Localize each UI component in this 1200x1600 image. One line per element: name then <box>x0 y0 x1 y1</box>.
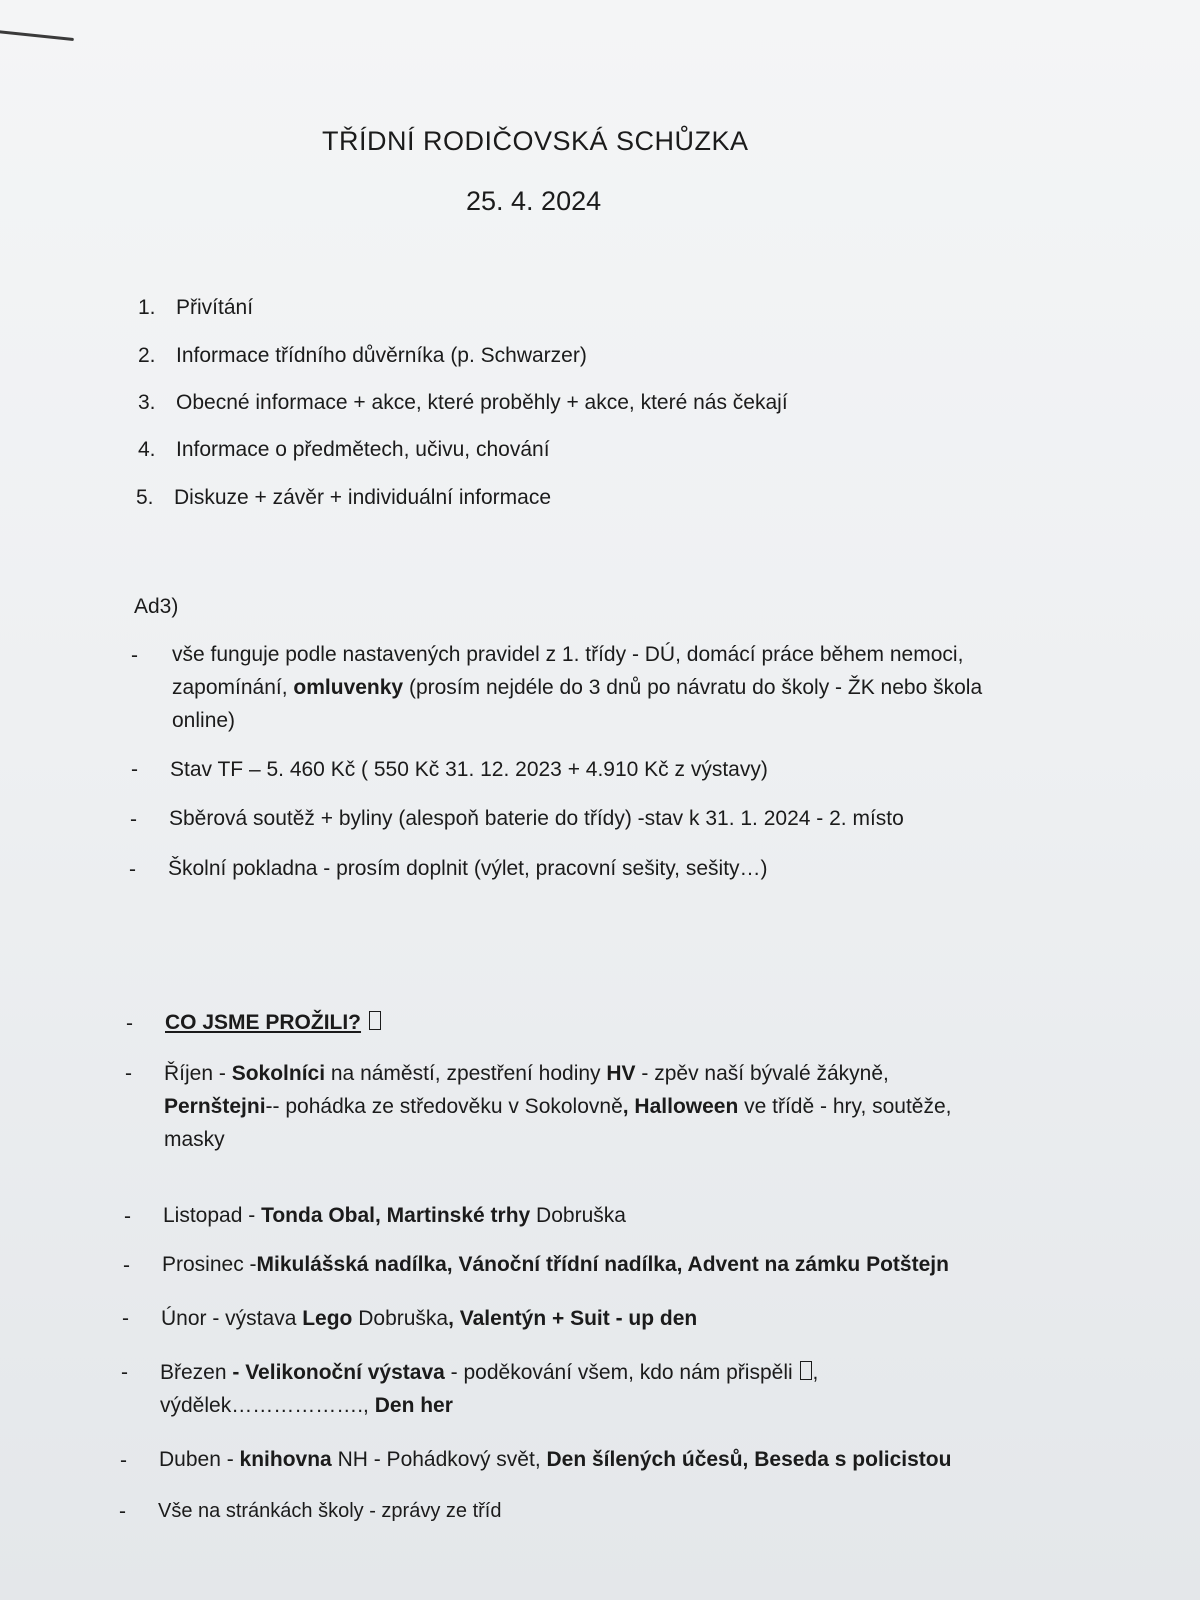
bullet-dash: - <box>131 644 138 667</box>
bold-text: omluvenky <box>293 676 404 699</box>
section-heading-events <box>165 1006 381 1039</box>
text-span: Březen <box>160 1361 233 1384</box>
bold-text: HV <box>606 1062 636 1085</box>
text-span: -- pohádka ze středověku v Sokolovně <box>265 1095 623 1118</box>
bullet-dash: - <box>122 1307 129 1330</box>
agenda-text: Přivítání <box>176 296 254 319</box>
agenda-text: Informace třídního důvěrníka (p. Schwarzer) <box>176 344 587 367</box>
event-line: masky <box>164 1128 225 1151</box>
event-december <box>162 1248 949 1281</box>
bullet-dash: - <box>120 1449 127 1472</box>
bold-text: Lego <box>302 1307 353 1330</box>
event-line <box>164 1090 952 1123</box>
event-february <box>161 1302 697 1335</box>
event-october <box>164 1057 952 1156</box>
rules-note-line: online) <box>172 709 236 732</box>
text-span: Říjen - <box>164 1062 232 1085</box>
agenda-item <box>136 486 936 516</box>
collection-contest: Sběrová soutěž + byliny (alespoň baterie do třídy) -stav k 31. 1. 2024 - 2. místo <box>169 807 904 830</box>
bullet-dash: - <box>126 1012 133 1035</box>
event-november <box>163 1199 626 1232</box>
bold-text: Den šílených účesů, Beseda s policistou <box>546 1448 952 1471</box>
agenda-item <box>138 438 938 468</box>
agenda-item <box>138 344 938 374</box>
meeting-date: 25. 4. 2024 <box>466 186 602 216</box>
text-span: Dobruška <box>352 1307 449 1330</box>
event-line <box>160 1356 818 1389</box>
bullet-dash: - <box>123 1254 130 1277</box>
bullet-dash: - <box>130 808 137 831</box>
bold-text: Tonda Obal, Martinské trhy <box>261 1204 531 1227</box>
missing-glyph-icon <box>369 1011 381 1030</box>
bold-text: Den her <box>374 1394 453 1417</box>
bullet-dash: - <box>124 1205 131 1228</box>
agenda-number: 5. <box>136 486 154 509</box>
agenda-number: 4. <box>138 438 156 461</box>
bold-text: knihovna <box>239 1448 332 1471</box>
text-span: Listopad - <box>163 1204 262 1227</box>
bullet-dash: - <box>121 1361 128 1384</box>
rules-note-line <box>172 671 982 704</box>
rules-note <box>172 638 982 737</box>
text-span: Únor - výstava <box>161 1307 303 1330</box>
bullet-dash: - <box>131 758 138 781</box>
document-title: TŘÍDNÍ RODIČOVSKÁ SCHŮZKA <box>322 126 749 156</box>
school-cashbox: Školní pokladna - prosím doplnit (výlet, pracovní sešity, sešity…) <box>168 857 768 880</box>
agenda-number: 2. <box>138 344 156 367</box>
text-span: (prosím nejdéle do 3 dnů po návratu do školy - ŽK nebo škola <box>403 676 983 699</box>
bold-text: Sokolníci <box>231 1062 326 1085</box>
bold-text: , Halloween <box>622 1095 739 1118</box>
text-span: ve třídě - hry, soutěže, <box>738 1095 952 1118</box>
agenda-text: Diskuze + závěr + individuální informace <box>174 486 552 509</box>
rules-note-line: vše funguje podle nastavených pravidel z 1. třídy - DÚ, domácí práce během nemoci, <box>172 643 964 666</box>
agenda-text: Obecné informace + akce, které proběhly + akce, které nás čekají <box>176 391 788 414</box>
text-span: Dobruška <box>530 1204 626 1227</box>
text-span: Prosinec - <box>162 1253 257 1276</box>
text-span: - poděkování všem, kdo nám přispěli <box>444 1361 799 1384</box>
school-web-note: Vše na stránkách školy - zprávy ze tříd <box>158 1500 502 1522</box>
heading-text: CO JSME PROŽILI? <box>165 1011 362 1034</box>
bullet-dash: - <box>119 1500 126 1523</box>
bold-text: , Valentýn + Suit - up den <box>448 1307 698 1330</box>
text-span: - zpěv naší bývalé žákyně, <box>635 1062 889 1085</box>
text-span: , <box>812 1361 819 1384</box>
bold-text: Pernštejni <box>164 1095 266 1118</box>
section-heading-ad3: Ad3) <box>134 595 179 618</box>
missing-glyph-icon <box>800 1361 812 1380</box>
text-span: NH - Pohádkový svět, <box>331 1448 547 1471</box>
bold-text: Mikulášská nadílka, Vánoční třídní nadílka, Advent na zámku Potštejn <box>256 1253 949 1276</box>
event-line <box>160 1389 818 1422</box>
bullet-dash: - <box>125 1062 132 1085</box>
pen-mark <box>0 30 74 41</box>
bullet-dash: - <box>129 858 136 881</box>
text-span: zapomínání, <box>172 676 294 699</box>
text-span: výdělek………………., <box>160 1394 375 1417</box>
agenda-item <box>138 391 938 421</box>
agenda-number: 3. <box>138 391 156 414</box>
class-fund-status: Stav TF – 5. 460 Kč ( 550 Kč 31. 12. 2023 + 4.910 Kč z výstavy) <box>170 758 768 781</box>
text-span: Duben - <box>159 1448 240 1471</box>
event-line <box>164 1057 952 1090</box>
agenda-text: Informace o předmětech, učivu, chování <box>176 438 550 461</box>
agenda-number: 1. <box>138 296 156 319</box>
text-span: na náměstí, zpestření hodiny <box>325 1062 607 1085</box>
agenda-item <box>138 296 938 326</box>
bold-text: - Velikonoční výstava <box>232 1361 445 1384</box>
event-march <box>160 1356 818 1422</box>
event-april <box>159 1443 951 1476</box>
